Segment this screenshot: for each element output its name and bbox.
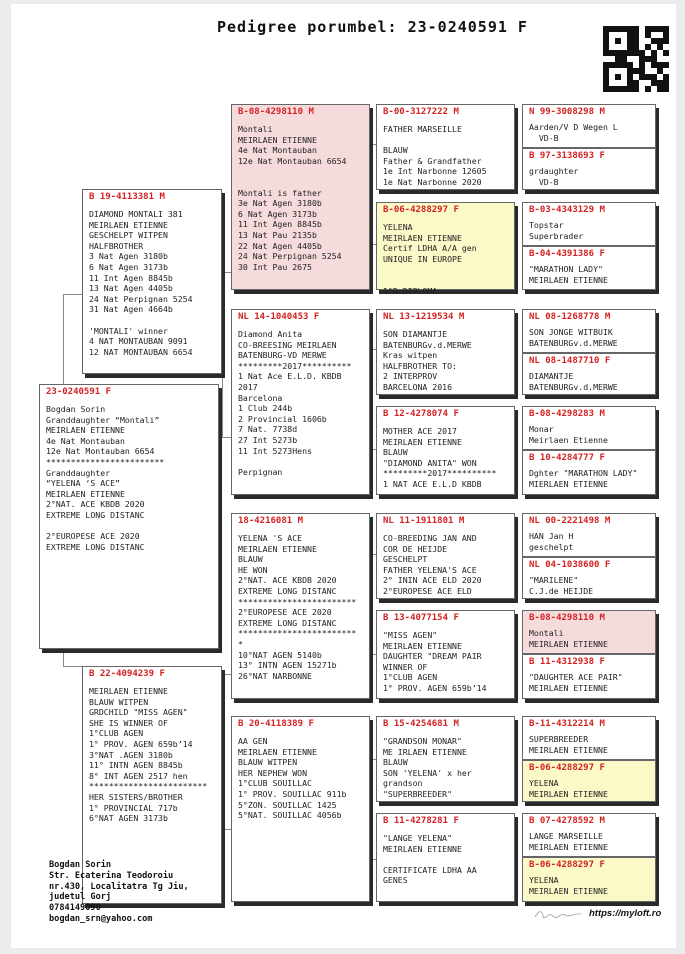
ring-number: B-06-4288297 F [383, 205, 459, 215]
pedigree-card-g7 [522, 406, 656, 450]
pedigree-card-ssd [376, 202, 515, 296]
ring-number: NL 08-1268778 M [529, 312, 611, 322]
connector-line [370, 554, 371, 654]
pedigree-card-sss [376, 104, 515, 190]
ring-number: N 99-3008298 M [529, 107, 605, 117]
pedigree-card-sire [82, 189, 222, 374]
pigeon-details: YELENA 'S ACE MEIRLAEN ETIENNE BLAUW HE WON 2°NAT. ACE KBDB 2020 EXTREME LONG DISTANC ************************ 2°EUROPESE ACE 2020 EXTREME LONG DISTANC ************************ * 10°NAT AGEN 5140b 13° INTN AGEN 15271b 26°NAT NARBONNE [238, 533, 357, 681]
connector-line [222, 272, 223, 437]
website-link[interactable]: https://myloft.ro [589, 908, 662, 919]
ring-number: B-08-4298110 M [529, 613, 605, 623]
ring-number: B 07-4278592 M [529, 816, 605, 826]
ring-number: B 20-4118389 F [238, 719, 314, 729]
pigeon-details: "GRANDSON MONAR" ME IRLAEN ETIENNE BLAUW SON 'YELENA' x her grandson "SUPERBREEDER" [383, 736, 472, 799]
pedigree-card-g5 [522, 309, 656, 353]
pedigree-card-ds [231, 513, 370, 699]
pedigree-card-sds [376, 309, 515, 395]
pigeon-details: Aarden/V D Wegen L VD-B [529, 122, 618, 143]
pedigree-card-g12 [522, 654, 656, 699]
connector-line [222, 674, 223, 829]
connector-line [222, 272, 231, 273]
pigeon-details: Montali MEIRLAEN ETIENNE [529, 628, 608, 649]
ring-number: B 11-4312938 F [529, 657, 605, 667]
pigeon-details: SON JONGE WITBUIK BATENBURGv.d.MERWE [529, 327, 618, 348]
pedigree-card-g13 [522, 716, 656, 760]
ring-number: B 15-4254681 M [383, 719, 459, 729]
ring-number: 18-4216081 M [238, 516, 304, 526]
ring-number: NL 04-1038600 F [529, 560, 611, 570]
pigeon-details: LANGE MARSEILLE MEIRLAEN ETIENNE [529, 831, 608, 852]
pigeon-details: MOTHER ACE 2017 MEIRLAEN ETIENNE BLAUW "DIAMOND ANITA" WON *********2017********** 1 NAT ACE E.L.D KBDB [383, 426, 497, 489]
ring-number: B 22-4094239 F [89, 669, 165, 679]
signature-image [533, 908, 583, 920]
pedigree-card-g8 [522, 450, 656, 495]
pigeon-details: Montali MEIRLAEN ETIENNE 4e Nat Montauban 12e Nat Montauban 6654 Montali is father 3e Nat Agen 3180b 6 Nat Agen 3173b 11 Int Agen 8845b 13 Nat Pau 2135b 22 Nat Agen 4405b 24 Nat Perpignan 5254 30 Int Pau 2675 [238, 124, 347, 272]
pedigree-card-subject [39, 384, 219, 649]
pigeon-details: SUPERBREEDER MEIRLAEN ETIENNE [529, 734, 608, 755]
pedigree-card-dd [231, 716, 370, 902]
pigeon-details: grdaughter VD-B [529, 166, 579, 187]
pedigree-card-ss [231, 104, 370, 290]
pigeon-details: "MARILENE" C.J.de HEIJDE [529, 575, 594, 596]
ring-number: B 97-3138693 F [529, 151, 605, 161]
pigeon-details: Bogdan Sorin Granddaughter “Montali” MEIRLAEN ETIENNE 4e Nat Montauban 12e Nat Montauban 6654 ************************ Granddaughter “YELENA ‘S ACE” MEIRLAEN ETIENNE 2°NAT. ACE KBDB 2020 EXTREME LONG DISTANC 2°EUROPESE ACE 2020 EXTREME LONG DISTANC [46, 404, 165, 552]
pedigree-card-g16 [522, 857, 656, 902]
ring-number: NL 11-1911801 M [383, 516, 465, 526]
pigeon-details: CO-BREEDING JAN AND COR DE HEIJDE GESCHELPT FATHER YELENA'S ACE 2° ININ ACE ELD 2020 2°EUROPESE ACE ELD [383, 533, 482, 596]
pedigree-card-sdd [376, 406, 515, 495]
connector-line [370, 349, 371, 449]
pedigree-page [11, 4, 676, 948]
ring-number: B-03-4343129 M [529, 205, 605, 215]
pedigree-card-g11 [522, 610, 656, 654]
connector-line [222, 674, 231, 675]
ring-number: B 10-4284777 F [529, 453, 605, 463]
pigeon-details: Dghter "MARATHON LADY" MIERLAEN ETIENNE [529, 468, 638, 489]
connector-line [222, 437, 231, 438]
pigeon-details: Diamond Anita CO-BREESING MEIRLAEN BATENBURG-VD MERWE *********2017********** 1 Nat Ace E.L.D. KBDB 2017 Barcelona 1 Club 244b 2 Provincial 1606b 7 Nat. 7738d 27 Int 5273b 11 Int 5273Hens Perpignan [238, 329, 352, 477]
pedigree-card-g3 [522, 202, 656, 246]
owner-contact: Bogdan Sorin Str. Ecaterina Teodoroiu nr.430, Localitatra Tg Jiu, judetul Gorj 0784149090 bogdan_srn@yahoo.com [49, 860, 189, 924]
ring-number: B-04-4391386 F [529, 249, 605, 259]
ring-number: NL 13-1219534 M [383, 312, 465, 322]
pigeon-details: FATHER MARSEILLE BLAUW Father & Grandfather 1e Int Narbonne 12605 1e Nat Narbonne 2020 [383, 124, 487, 187]
pedigree-card-g6 [522, 353, 656, 395]
pedigree-card-ddd [376, 813, 515, 902]
page-title: Pedigree porumbel: 23-0240591 F [217, 18, 528, 36]
ring-number: B-11-4312214 M [529, 719, 605, 729]
pigeon-details: DIAMOND MONTALI 381 MEIRLAEN ETIENNE GESCHELPT WITPEN HALFBROTHER 3 Nat Agen 3180b 6 Nat Agen 3173b 11 Int Agen 8845b 13 Nat Agen 4405b 24 Nat Perpignan 5254 31 Nat Agen 4664b 'MONTALI' winner 4 NAT MONTAUBAN 9091 12 NAT MONTAUBAN 6654 [89, 209, 193, 357]
connector-line [63, 649, 64, 666]
pedigree-card-g1 [522, 104, 656, 148]
ring-number: B-08-4298283 M [529, 409, 605, 419]
ring-number: B 11-4278281 F [383, 816, 459, 826]
pigeon-details: YELENA MEIRLAEN ETIENNE [529, 778, 608, 799]
pedigree-card-dsd [376, 610, 515, 699]
ring-number: B-08-4298110 M [238, 107, 314, 117]
connector-line [63, 294, 64, 384]
pedigree-card-g4 [522, 246, 656, 290]
connector-line [222, 829, 231, 830]
pedigree-card-g10 [522, 557, 656, 599]
connector-line [370, 759, 371, 859]
pigeon-details: DIAMANTJE BATENBURGv.d.MERWE [529, 371, 618, 392]
ring-number: NL 00-2221498 M [529, 516, 611, 526]
ring-number: B-06-4288297 F [529, 860, 605, 870]
pedigree-card-sd [231, 309, 370, 495]
pigeon-details: SON DIAMANTJE BATENBURGv.d.MERWE Kras witpen HALFBROTHER TO: 2 INTERPROV BARCELONA 2016 [383, 329, 472, 392]
pedigree-card-g14 [522, 760, 656, 802]
pigeon-details: YELENA MEIRLAEN ETIENNE [529, 875, 608, 896]
ring-number: B 19-4113381 M [89, 192, 165, 202]
ring-number: NL 14-1040453 F [238, 312, 320, 322]
pedigree-card-g9 [522, 513, 656, 557]
connector-line [63, 666, 82, 667]
ring-number: B-06-4288297 F [529, 763, 605, 773]
pedigree-card-dds [376, 716, 515, 802]
pigeon-details: "LANGE YELENA" MEIRLAEN ETIENNE CERTIFICATE LDHA AA GENES [383, 833, 477, 886]
pigeon-details: YELENA MEIRLAEN ETIENNE Certif LDHA A/A gen UNIQUE IN EUROPE 1°R DIPLOMA... [383, 222, 477, 296]
connector-line [370, 144, 371, 244]
pedigree-card-g2 [522, 148, 656, 190]
pigeon-details: MEIRLAEN ETIENNE BLAUW WITPEN GRDCHILD "MISS AGEN" SHE IS WINNER OF 1°CLUB AGEN 1° PROV. AGEN 659b’14 3°NAT .AGEN 3180b 11° INTN AGEN 8845b 8° INT AGEN 2517 hen ************************ HER SISTERS/BROTHER 1° PROVINCIAL 717b 6°NAT AGEN 3173b [89, 686, 208, 824]
pigeon-details: AA GEN MEIRLAEN ETIENNE BLAUW WITPEN HER NEPHEW WON 1°CLUB SOUILLAC 1° PROV. SOUILLAC 911b 5°ZON. SOUILLAC 1425 5°NAT. SOUILLAC 4056b [238, 736, 347, 821]
qr-code [603, 26, 669, 92]
pigeon-details: Monar Meirlaen Etienne [529, 424, 608, 445]
ring-number: B 12-4278074 F [383, 409, 459, 419]
pigeon-details: "DAUGHTER ACE PAIR" MEIRLAEN ETIENNE [529, 672, 623, 693]
pedigree-card-dss [376, 513, 515, 599]
ring-number: B-00-3127222 M [383, 107, 459, 117]
ring-number: B 13-4077154 F [383, 613, 459, 623]
pigeon-details: "MISS AGEN" MEIRLAEN ETIENNE DAUGHTER "DREAM PAIR WINNER OF 1°CLUB AGEN 1° PROV. AGEN 659b’14 [383, 630, 487, 693]
ring-number: NL 08-1487710 F [529, 356, 611, 366]
pedigree-card-g15 [522, 813, 656, 857]
pigeon-details: HAN Jan H geschelpt [529, 531, 574, 552]
connector-line [63, 294, 82, 295]
pigeon-details: "MARATHON LADY" MEIRLAEN ETIENNE [529, 264, 608, 285]
ring-number: 23-0240591 F [46, 387, 112, 397]
pigeon-details: Topstar Superbrader [529, 220, 584, 241]
